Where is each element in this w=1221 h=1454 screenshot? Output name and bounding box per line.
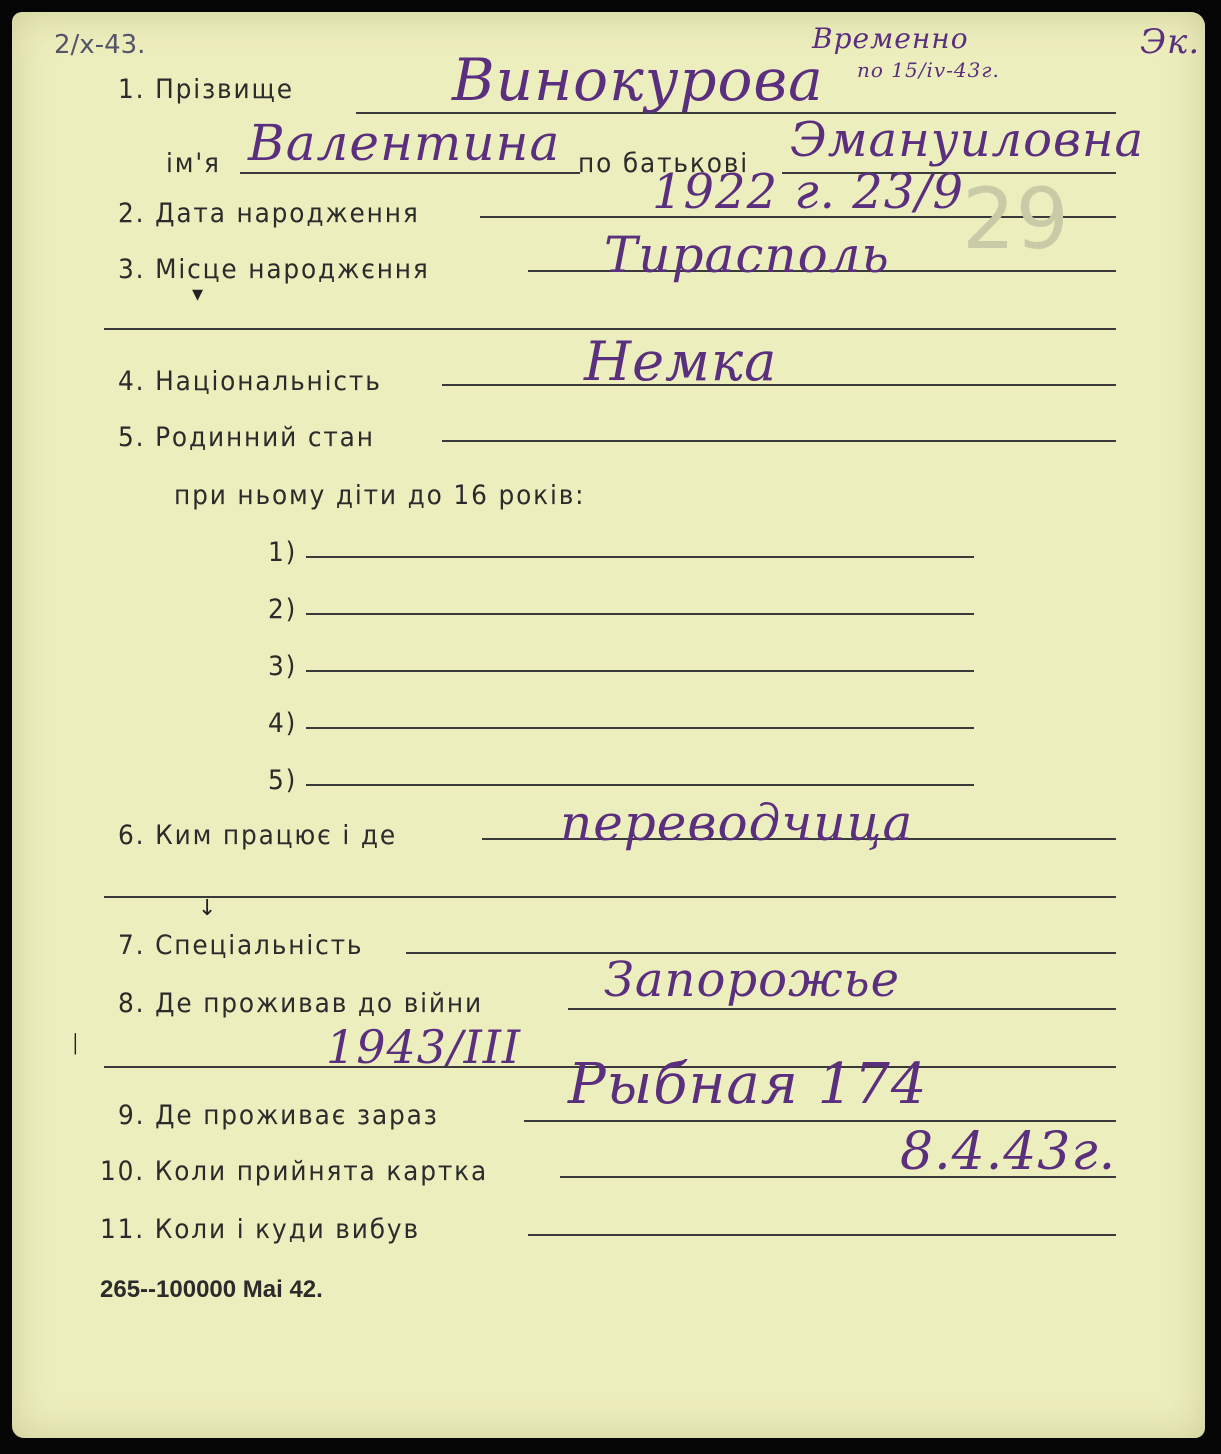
pencil-tick-3: │ — [70, 1034, 81, 1055]
line-nationality — [442, 384, 1116, 386]
label-children: при ньому діти до 16 років: — [174, 480, 586, 511]
line-child-3 — [306, 670, 974, 672]
label-nationality: 4. Національність — [118, 366, 382, 397]
label-birth-place: 3. Місце народжєння — [118, 254, 430, 285]
label-surname: 1. Прізвище — [118, 74, 294, 105]
line-departure — [528, 1234, 1116, 1236]
corner-initials: Эк. — [1140, 22, 1201, 62]
line-child-1 — [306, 556, 974, 558]
label-residence-before-war: 8. Де проживав до війни — [118, 988, 483, 1019]
line-residence-before-war — [568, 1008, 1116, 1010]
label-current-residence: 9. Де проживає зараз — [118, 1100, 439, 1131]
registration-card — [12, 12, 1205, 1438]
label-patronymic: по батькові — [578, 148, 749, 179]
line-child-2 — [306, 613, 974, 615]
label-child-5: 5) — [268, 765, 298, 796]
label-marital-status: 5. Родинний стан — [118, 422, 375, 453]
label-occupation: 6. Ким працює і де — [118, 820, 397, 851]
label-child-2: 2) — [268, 594, 298, 625]
line-child-4 — [306, 727, 974, 729]
temporary-stamp-date: по 15/іv-43г. — [857, 58, 1000, 82]
value-birth-date: 1922 г. 23/9 — [652, 164, 964, 220]
value-residence-year: 1943/III — [326, 1020, 522, 1074]
value-nationality: Немка — [584, 330, 778, 393]
line-marital-status — [442, 440, 1116, 442]
value-current-residence: Рыбная 174 — [568, 1052, 928, 1117]
value-occupation: переводчица — [560, 794, 914, 852]
top-pencil-note: 2/х-43. — [54, 30, 146, 60]
value-patronymic: Эмануиловна — [790, 112, 1145, 168]
label-child-1: 1) — [268, 537, 298, 568]
label-departure: 11. Коли і куди вибув — [100, 1214, 420, 1245]
value-surname: Винокурова — [452, 46, 824, 114]
line-occupation-2 — [104, 896, 1116, 898]
line-first-name — [240, 172, 580, 174]
print-code: 265--100000 Mai 42. — [100, 1276, 323, 1303]
pencil-tick-1: ▾ — [192, 282, 204, 307]
label-specialty: 7. Спеціальність — [118, 930, 364, 961]
label-child-3: 3) — [268, 651, 298, 682]
label-child-4: 4) — [268, 708, 298, 739]
value-birth-place: Тирасполь — [604, 226, 890, 284]
label-card-accepted: 10. Коли прийнята картка — [100, 1156, 489, 1187]
faint-number: 29 — [962, 170, 1069, 268]
line-child-5 — [306, 784, 974, 786]
pencil-tick-2: ↓ — [198, 896, 217, 921]
value-card-accepted: 8.4.43г. — [900, 1122, 1117, 1182]
label-first-name: ім'я — [166, 148, 221, 179]
value-residence-before-war: Запорожье — [604, 952, 901, 1008]
label-birth-date: 2. Дата народження — [118, 198, 420, 229]
value-first-name: Валентина — [248, 114, 561, 172]
temporary-stamp-note: Временно — [812, 22, 969, 55]
